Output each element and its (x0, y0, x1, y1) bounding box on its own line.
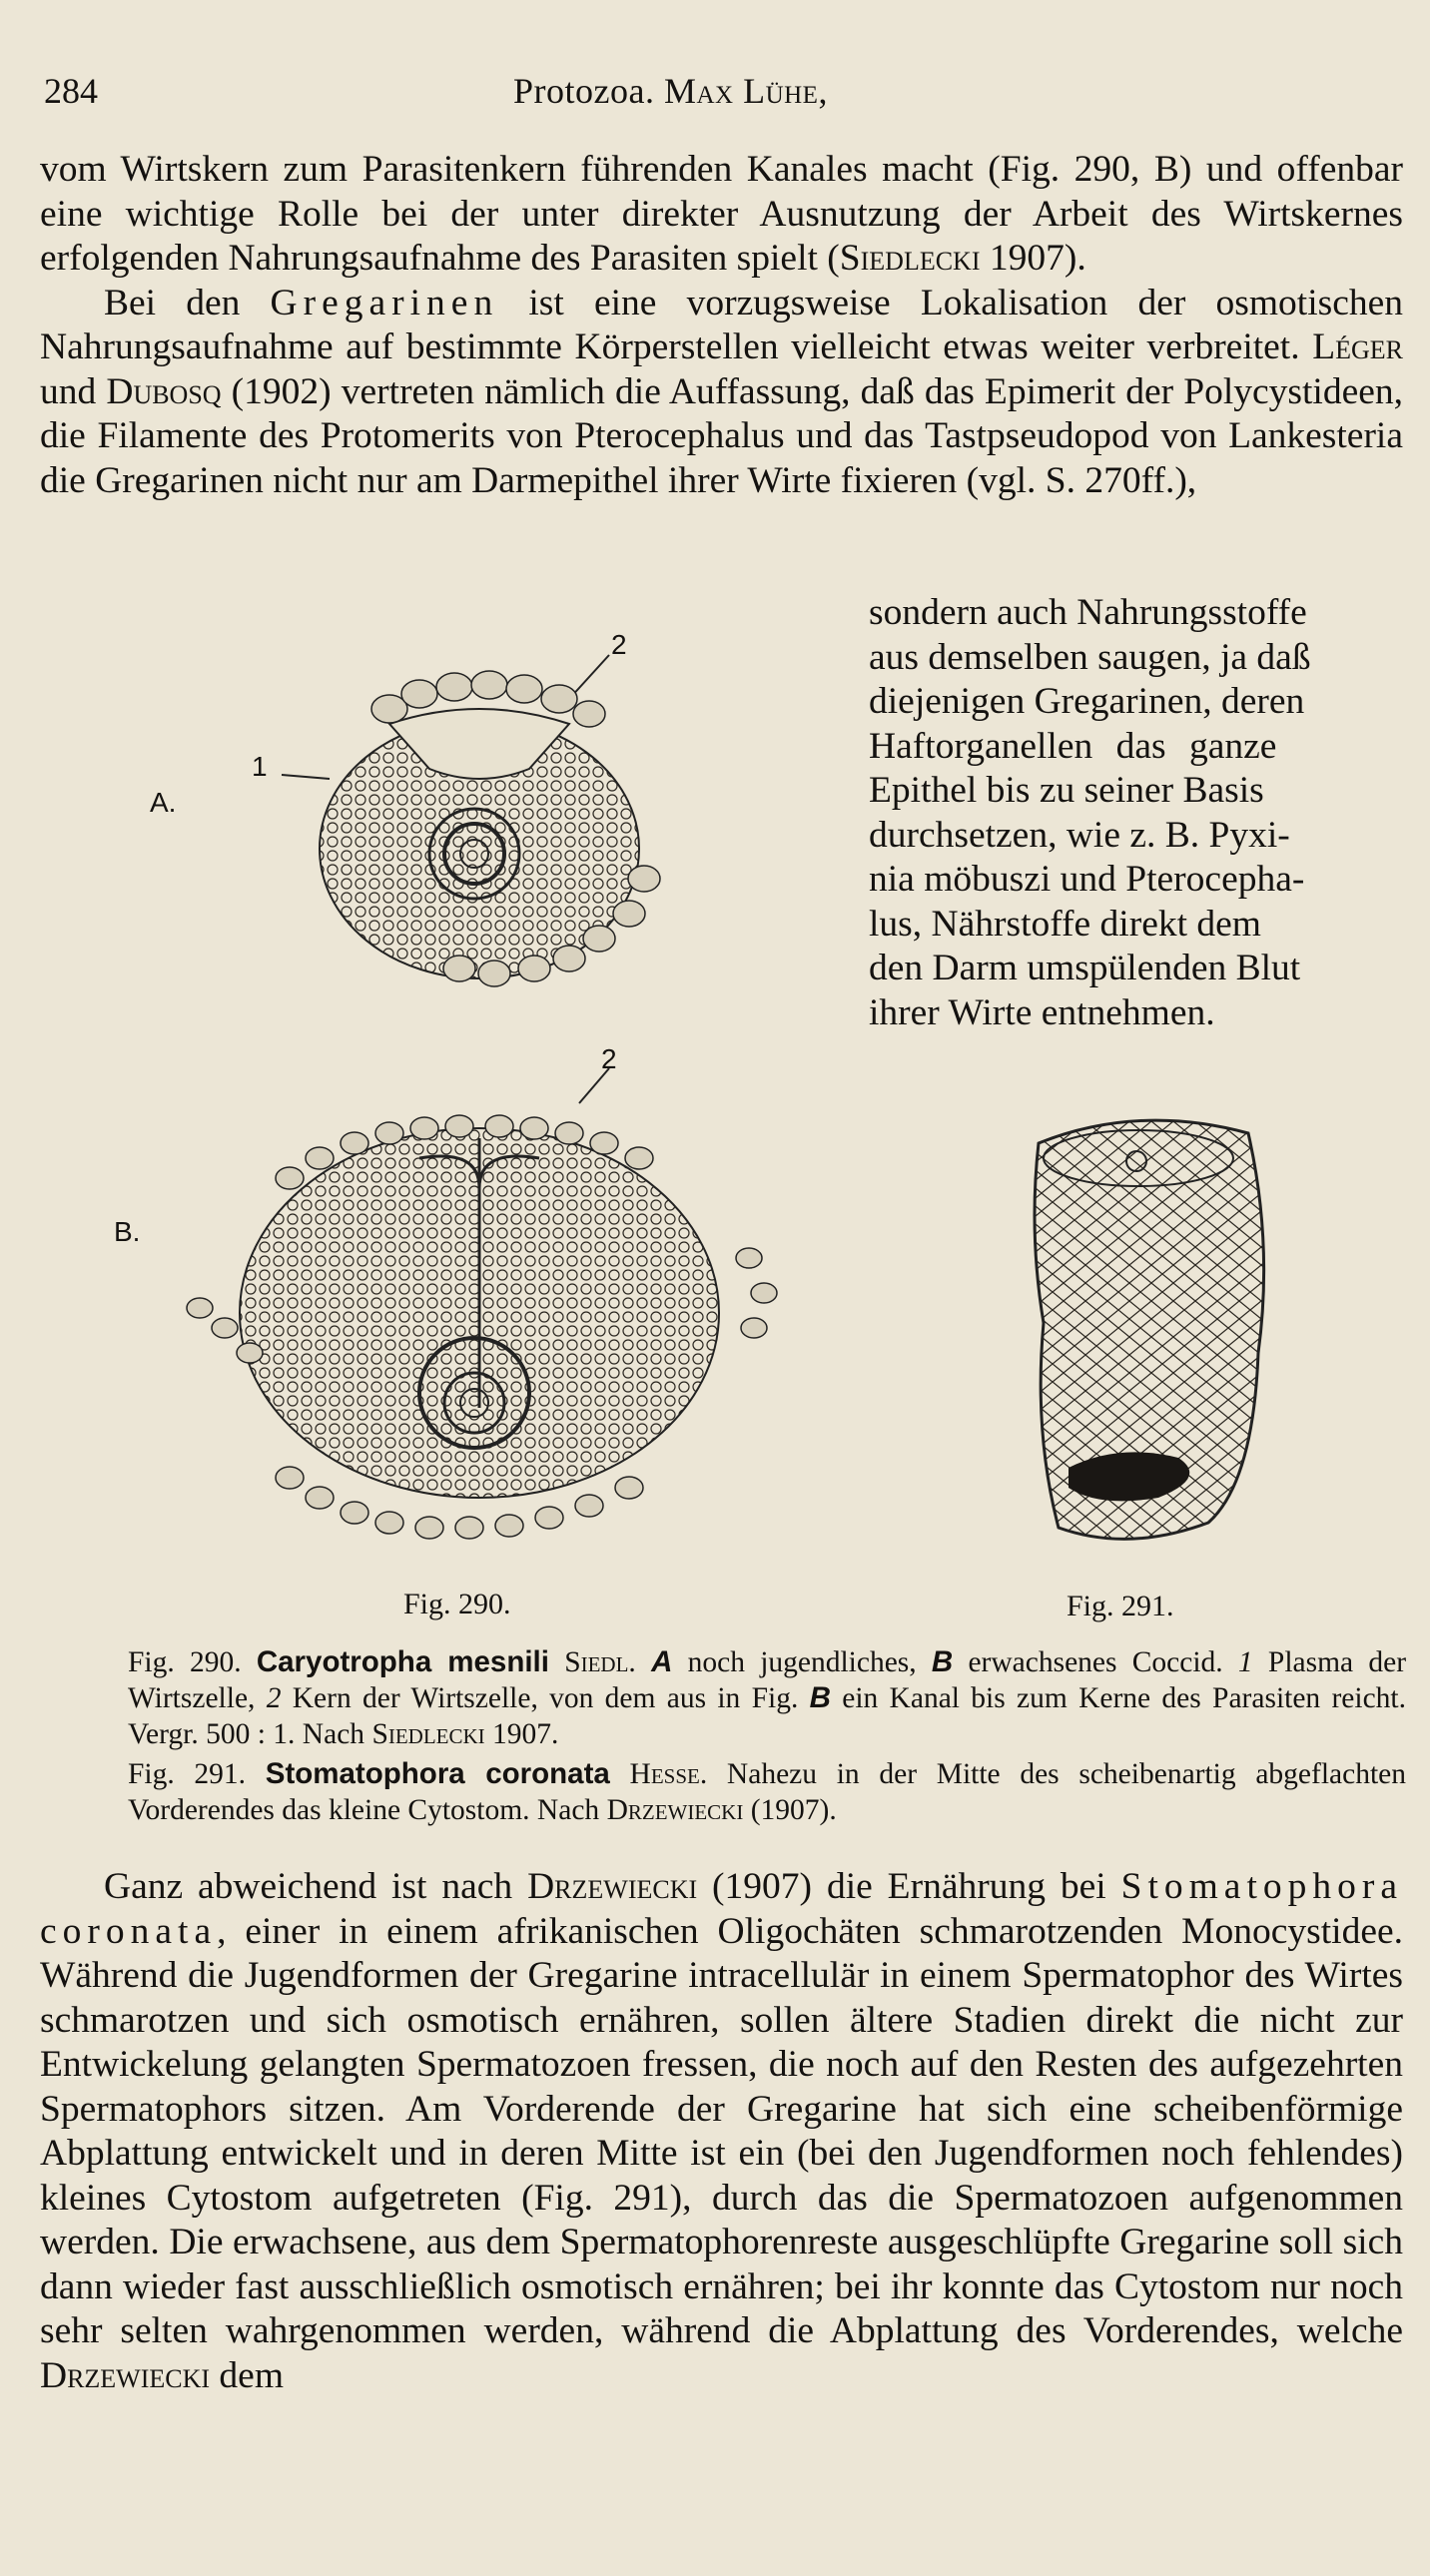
caption-290-author: Siedl. (564, 1646, 636, 1678)
caption-text: 1907. (484, 1718, 559, 1750)
body-text-bottom (40, 1865, 1403, 2398)
para3-text: Ganz abweichend ist nach (104, 1866, 528, 1907)
caption-291-species: Stomatophora coronata (265, 1757, 610, 1790)
body-text-top (40, 148, 1403, 503)
caption-290-lead: Fig. 290. (128, 1646, 242, 1678)
para2-text: ist eine vorzugsweise Lokalisation der osmotischen Nahrungsaufnahme auf bestimmte Körperstellen vielleicht etwas weiter verbreitet. (40, 282, 1403, 367)
wrap-line: Epithel bis zu seiner Basis (869, 770, 1264, 811)
para2-text: (1902) vertreten nämlich die Auffassung, daß das Epimerit der Polycystideen, die Filamente des Protomerits von Pterocephalus und das Tastpseudopod von Lankesteria die Gregarinen nicht nur am Darmepithel ihrer Wirte fixieren (vgl. S. 270ff.), (40, 370, 1403, 501)
wrap-text-column (869, 591, 1403, 1035)
para1-text: vom Wirtskern zum Parasitenkern führenden Kanales macht (Fig. 290, B) und offenbar eine wichtige Rolle bei der unter direkter Ausnutzung der Arbeit des Wirtskernes erfolgenden Nahrungsaufnahme des Parasiten spielt ( (40, 149, 1403, 279)
caption-290-1: 1 (1237, 1646, 1253, 1678)
para1-end: 1907). (980, 238, 1086, 279)
figure-label-2a: 2 (611, 629, 627, 660)
running-head-author: Max Lühe, (663, 71, 828, 111)
caption-290-species: Caryotropha mesnili (256, 1645, 549, 1678)
figure-label-2b: 2 (601, 1043, 617, 1074)
caption-291-lead: Fig. 291. (128, 1758, 247, 1790)
wrap-line: den Darm umspülenden Blut (869, 948, 1301, 988)
para3-text: dem (210, 2354, 284, 2396)
caption-290-2: 2 (266, 1682, 282, 1714)
caption-text: erwachsenes Coccid. (953, 1646, 1238, 1678)
para2-text: und (40, 370, 107, 412)
wrap-line: nia möbuszi und Pterocepha- (869, 859, 1305, 900)
para3-author: Drzewiecki (527, 1866, 698, 1907)
caption-text: Kern der Wirtszelle, von dem aus in Fig. (281, 1682, 810, 1714)
page-number: 284 (44, 71, 98, 111)
para2-author-leger: Léger (1312, 326, 1403, 367)
caption-290 (128, 1644, 1406, 1752)
figure-291-illustration (1009, 1103, 1278, 1553)
caption-text: Plasma der Wirtszelle, (128, 1646, 1407, 1714)
figure-label-b: B. (114, 1216, 141, 1247)
para2-gregarinen: Gregarinen (270, 282, 499, 323)
caption-291 (128, 1756, 1406, 1828)
wrap-line: durchsetzen, wie z. B. Pyxi- (869, 814, 1290, 856)
para1-author: Siedlecki (839, 238, 981, 279)
caption-text: (1907). (743, 1794, 837, 1826)
wrap-line: Haftorganellen das ganze (869, 725, 1277, 767)
wrap-line: ihrer Wirte entnehmen. (869, 991, 1215, 1033)
caption-text: noch jugendliches, (672, 1646, 932, 1678)
para2-author-dubosq: Dubosq (106, 370, 222, 412)
page-header (44, 70, 1386, 120)
para3-text: , einer in einem afrikanischen Oligochäten schmarotzenden Monocystidee. Während die Jugendformen der Gregarine intracellulär in einem Spermatophor des Wirtes schmarotzen und sich osmotisch ernähren, sollen ältere Stadien direkt die nicht zur Entwickelung gelangten Spermatozoen fressen, die noch auf den Resten des aufgezehrten Spermatophors sitzen. Am Vorderende der Gregarine hat sich eine scheibenförmige Abplattung entwickelt und in deren Mitte ist ein (bei den Jugendformen noch fehlendes) kleines Cytostom aufgetreten (Fig. 291), durch das die Spermatozoen aufgenommen werden. Die erwachsene, aus dem Spermatophorenreste ausgeschlüpfte Gregarine soll sich dann wieder fast ausschließlich osmotisch ernähren; bei ihr konnte das Cytostom nur noch sehr selten wahrgenommen werden, während die Abplattung des Vorderendes, welche (40, 1910, 1403, 2351)
running-head-prefix: Protozoa. (513, 71, 655, 111)
figure-label-1: 1 (252, 751, 268, 782)
caption-text: ein Kanal bis zum Kerne des Parasiten reicht. Vergr. 500 : 1. Nach (128, 1682, 1406, 1750)
caption-290-author-ref: Siedlecki (371, 1718, 485, 1750)
caption-291-author-ref: Drzewiecki (606, 1794, 744, 1826)
para3-species: Stomatophora coronata (40, 1866, 1403, 1952)
figure-290b-illustration (160, 1058, 819, 1568)
caption-290-b: B (931, 1645, 954, 1678)
caption-290-b2: B (809, 1681, 831, 1714)
para2-text: Bei den (104, 282, 271, 323)
wrap-line: lus, Nährstoffe direkt dem (869, 903, 1261, 945)
paragraph-3 (40, 1865, 1403, 2398)
wrap-line: sondern auch Nahrungsstoffe (869, 592, 1307, 633)
para3-text: (1907) die Ernährung bei (697, 1866, 1121, 1907)
caption-291-author: Hesse. (629, 1758, 708, 1790)
running-head (513, 70, 828, 112)
wrap-line: diejenigen Gregarinen, deren (869, 681, 1305, 722)
caption-290-a: A (651, 1645, 673, 1678)
wrap-line: aus demselben saugen, ja daß (869, 636, 1311, 678)
paragraph-2 (40, 282, 1403, 504)
caption-text: Nahezu in der Mitte des scheibenartig abgeflachten Vorderendes das kleine Cytostom. Nach (128, 1758, 1407, 1826)
figure-290-label: Fig. 290. (403, 1588, 511, 1620)
figure-291-label: Fig. 291. (1067, 1590, 1174, 1622)
figure-label-a: A. (150, 787, 177, 818)
paragraph-1 (40, 148, 1403, 282)
figure-captions (128, 1644, 1406, 1828)
para3-author-2: Drzewiecki (40, 2354, 211, 2396)
figure-290a-illustration (270, 639, 709, 1018)
